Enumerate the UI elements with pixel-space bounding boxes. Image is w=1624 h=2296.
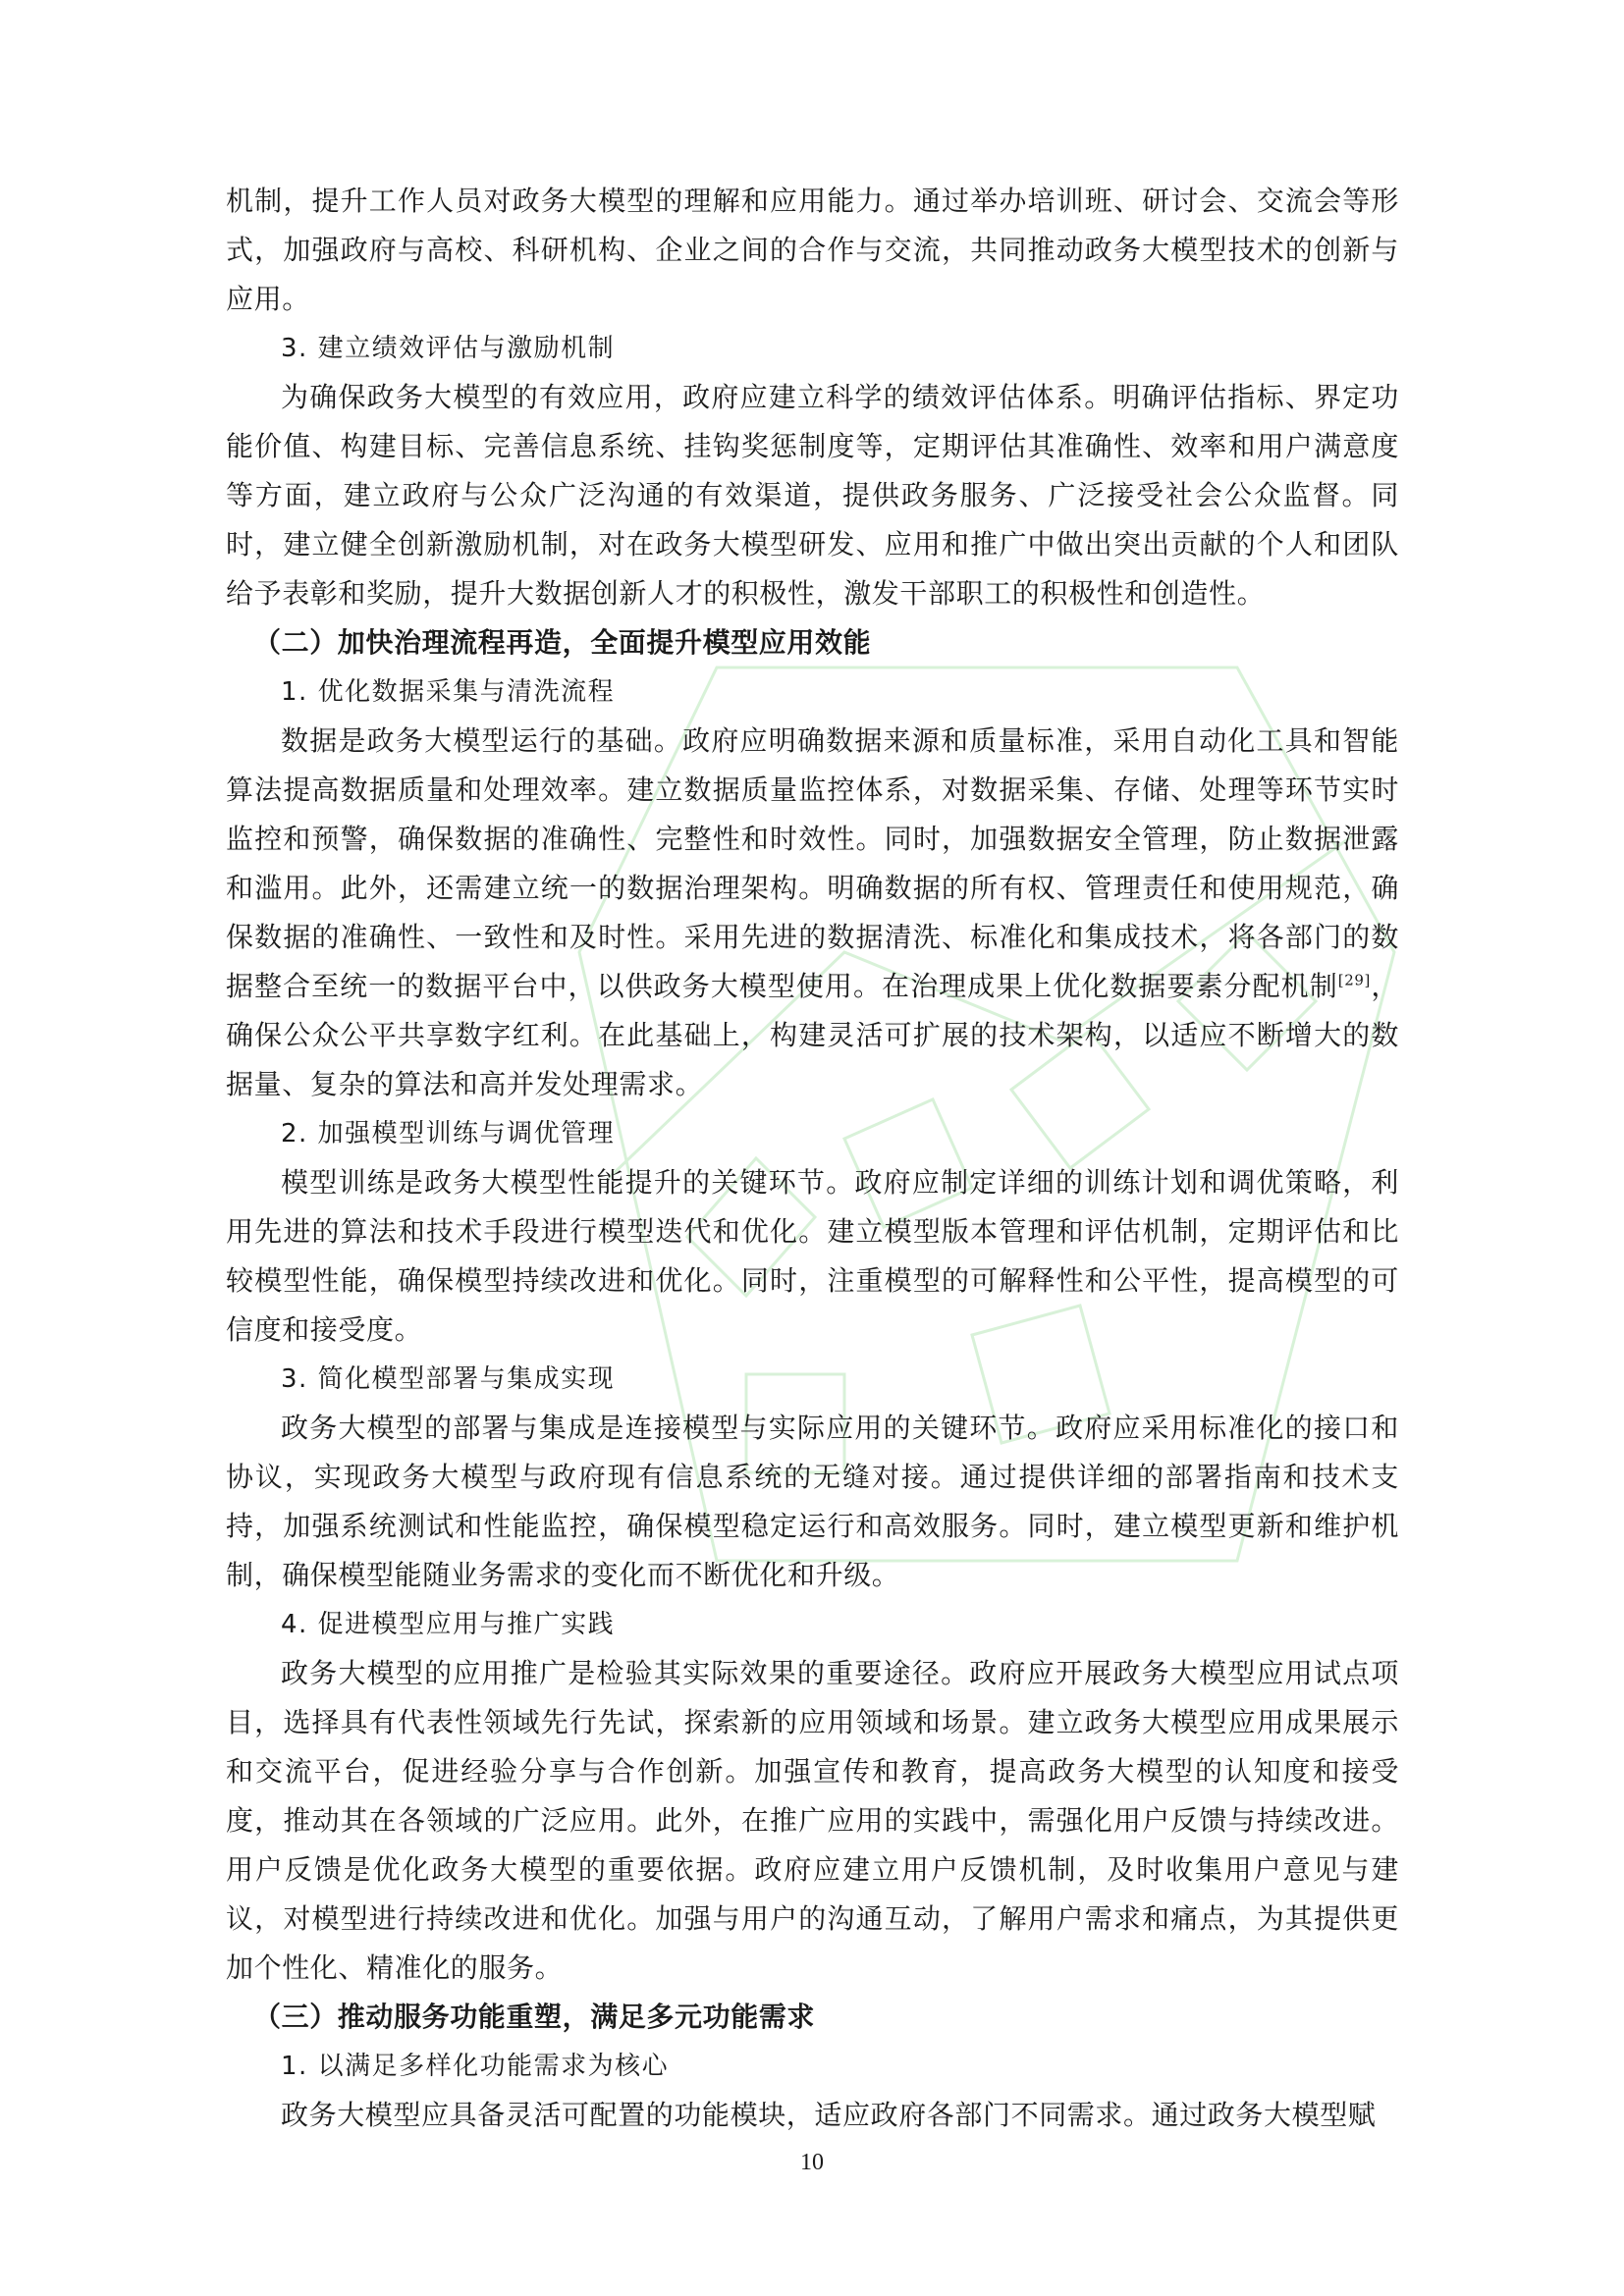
paragraph: 机制，提升工作人员对政务大模型的理解和应用能力。通过举办培训班、研讨会、交流会等形式，加强政府与高校、科研机构、企业之间的合作与交流，共同推动政务大模型技术的创新与应用。 bbox=[226, 185, 1399, 315]
section-heading: （三）推动服务功能重塑，满足多元功能需求 bbox=[253, 2001, 816, 2033]
paragraph: 为确保政务大模型的有效应用，政府应建立科学的绩效评估体系。明确评估指标、界定功能价值、构建目标、完善信息系统、挂钩奖惩制度等，定期评估其准确性、效率和用户满意度等方面，建立政府与公众广泛沟通的有效渠道，提供政务服务、广泛接受社会公众监督。同时，建立健全创新激励机制，对在政务大模型研发、应用和推广中做出突出贡献的个人和团队给予表彰和奖励，提升大数据创新人才的积极性，激发干部职工的积极性和创造性。 bbox=[226, 381, 1399, 610]
subheading: 3. 建立绩效评估与激励机制 bbox=[281, 334, 616, 363]
subheading: 1. 以满足多样化功能需求为核心 bbox=[281, 2052, 670, 2081]
page-number: 10 bbox=[800, 2150, 824, 2175]
paragraph: 政务大模型的部署与集成是连接模型与实际应用的关键环节。政府应采用标准化的接口和协议，实现政务大模型与政府现有信息系统的无缝对接。通过提供详细的部署指南和技术支持，加强系统测试和性能监控，确保模型稳定运行和高效服务。同时，建立模型更新和维护机制，确保模型能随业务需求的变化而不断优化和升级。 bbox=[226, 1412, 1399, 1591]
subheading: 2. 加强模型训练与调优管理 bbox=[281, 1119, 616, 1148]
paragraph-text: ，确保公众公平共享数字红利。在此基础上，构建灵活可扩展的技术架构，以适应不断增大的数据量、复杂的算法和高并发处理需求。 bbox=[226, 970, 1399, 1100]
subheading: 3. 简化模型部署与集成实现 bbox=[281, 1364, 616, 1394]
citation-marker: [29] bbox=[1337, 971, 1371, 989]
subheading: 4. 促进模型应用与推广实践 bbox=[281, 1610, 616, 1639]
paragraph: 政务大模型应具备灵活可配置的功能模块，适应政府各部门不同需求。通过政务大模型赋 bbox=[281, 2099, 1377, 2131]
paragraph bbox=[226, 717, 1399, 1109]
paragraph: 模型训练是政务大模型性能提升的关键环节。政府应制定详细的训练计划和调优策略，利用先进的算法和技术手段进行模型迭代和优化。建立模型版本管理和评估机制，定期评估和比较模型性能，确保模型持续改进和优化。同时，注重模型的可解释性和公平性，提高模型的可信度和接受度。 bbox=[226, 1166, 1399, 1346]
page-body bbox=[226, 177, 1399, 2140]
section-heading: （二）加快治理流程再造，全面提升模型应用效能 bbox=[253, 626, 872, 659]
subheading: 1. 优化数据采集与清洗流程 bbox=[281, 677, 616, 707]
paragraph: 政务大模型的应用推广是检验其实际效果的重要途径。政府应开展政务大模型应用试点项目，选择具有代表性领域先行先试，探索新的应用领域和场景。建立政务大模型应用成果展示和交流平台，促进经验分享与合作创新。加强宣传和教育，提高政务大模型的认知度和接受度，推动其在各领域的广泛应用。此外，在推广应用的实践中，需强化用户反馈与持续改进。用户反馈是优化政务大模型的重要依据。政府应建立用户反馈机制，及时收集用户意见与建议，对模型进行持续改进和优化。加强与用户的沟通互动，了解用户需求和痛点，为其提供更加个性化、精准化的服务。 bbox=[226, 1657, 1399, 1984]
paragraph-text: 数据是政务大模型运行的基础。政府应明确数据来源和质量标准，采用自动化工具和智能算法提高数据质量和处理效率。建立数据质量监控体系，对数据采集、存储、处理等环节实时监控和预警，确保数据的准确性、完整性和时效性。同时，加强数据安全管理，防止数据泄露和滥用。此外，还需建立统一的数据治理架构。明确数据的所有权、管理责任和使用规范，确保数据的准确性、一致性和及时性。采用先进的数据清洗、标准化和集成技术，将各部门的数据整合至统一的数据平台中，以供政务大模型使用。在治理成果上优化数据要素分配机制 bbox=[226, 724, 1399, 1002]
